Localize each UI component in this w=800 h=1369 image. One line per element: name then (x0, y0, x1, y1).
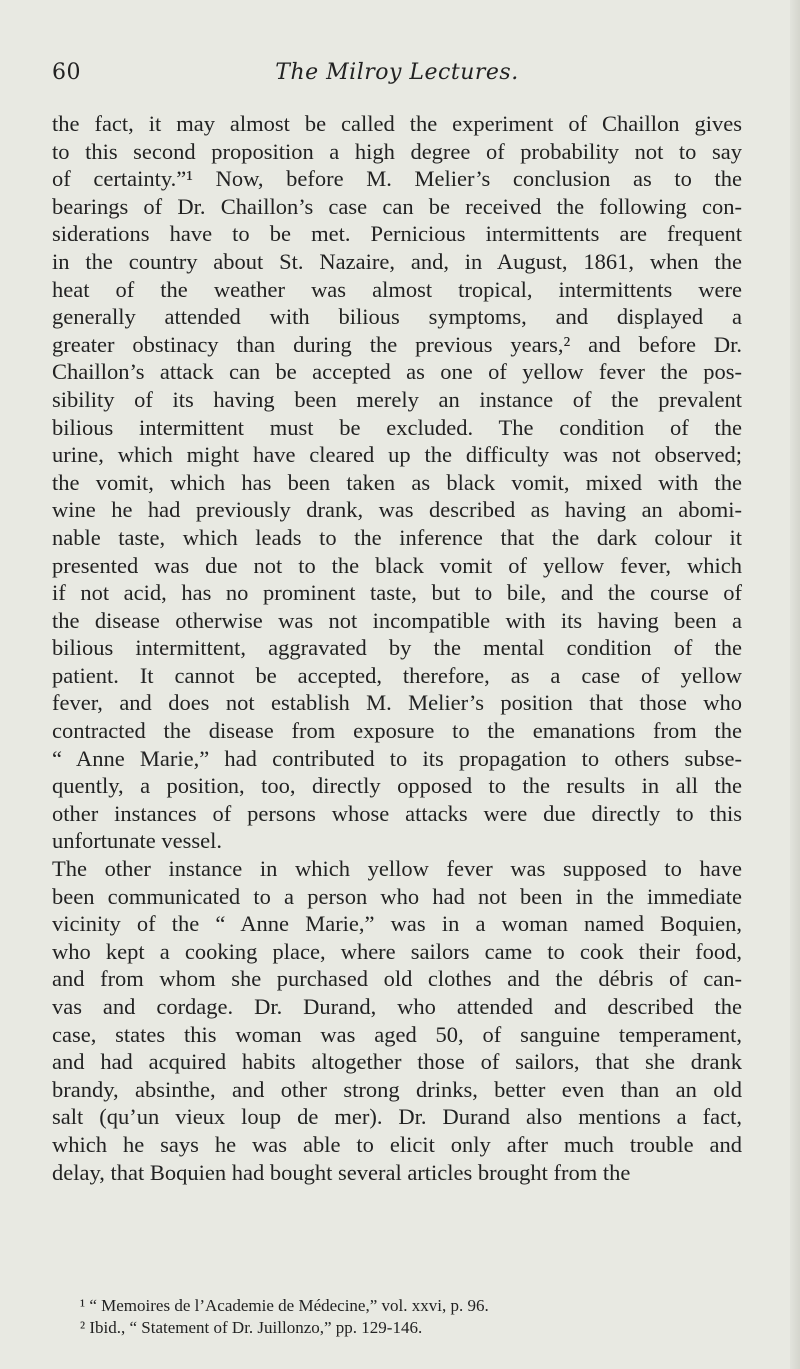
paragraph (52, 110, 742, 855)
text-line: vicinity of the “ Anne Marie,” was in a woman named Boquien, (52, 911, 742, 937)
text-line: if not acid, has no prominent taste, but to bile, and the course of (52, 580, 742, 606)
text-line: the vomit, which has been taken as black vomit, mixed with the (52, 469, 742, 495)
text-line: bilious intermittent, aggravated by the mental condition of the (52, 635, 742, 661)
running-title: The Milroy Lectures. (275, 60, 519, 85)
text-line: heat of the weather was almost tropical, intermittents were (52, 276, 742, 302)
text-line: of certainty.”¹ Now, before M. Melier’s conclusion as to the (52, 166, 742, 192)
text-line: sibility of its having been merely an instance of the prevalent (52, 386, 742, 412)
text-line: The other instance in which yellow fever was supposed to have (52, 856, 742, 882)
text-line: unfortunate vessel. (52, 828, 222, 854)
text-line: patient. It cannot be accepted, therefore, as a case of yellow (52, 662, 742, 688)
text-line: which he says he was able to elicit only after much trouble and (52, 1131, 742, 1157)
paragraph (52, 855, 742, 1186)
footnote: ¹ “ Memoires de l’Academie de Médecine,” vol. xxvi, p. 96. (80, 1296, 489, 1315)
text-line: case, states this woman was aged 50, of sanguine temperament, (52, 1021, 742, 1047)
text-line: bilious intermittent must be excluded. The condition of the (52, 414, 742, 440)
text-line: been communicated to a person who had not been in the immediate (52, 883, 742, 909)
text-line: Chaillon’s attack can be accepted as one of yellow fever the pos- (52, 359, 742, 385)
page-header (52, 60, 742, 100)
text-line: nable taste, which leads to the inference that the dark colour it (52, 524, 742, 550)
text-line: and from whom she purchased old clothes and the débris of can- (52, 966, 742, 992)
page-number: 60 (52, 60, 81, 85)
text-line: delay, that Boquien had bought several articles brought from the (52, 1159, 631, 1185)
text-line: siderations have to be met. Pernicious intermittents are frequent (52, 221, 742, 247)
text-line: the fact, it may almost be called the experiment of Chaillon gives (52, 111, 742, 136)
text-line: brandy, absinthe, and other strong drinks, better even than an old (52, 1076, 742, 1102)
text-line: other instances of persons whose attacks were due directly to this (52, 800, 742, 826)
text-line: greater obstinacy than during the previous years,² and before Dr. (52, 331, 742, 357)
text-line: wine he had previously drank, was described as having an abomi- (52, 497, 742, 523)
text-line: vas and cordage. Dr. Durand, who attended and described the (52, 994, 742, 1019)
text-line: “ Anne Marie,” had contributed to its propagation to others subse- (52, 745, 742, 771)
text-line: fever, and does not establish M. Melier’s position that those who (52, 690, 742, 716)
footnotes (52, 1295, 742, 1339)
text-line: contracted the disease from exposure to the emanations from the (52, 718, 742, 744)
text-line: urine, which might have cleared up the difficulty was not observed; (52, 442, 742, 468)
text-line: and had acquired habits altogether those of sailors, that she drank (52, 1049, 742, 1075)
text-line: quently, a position, too, directly opposed to the results in all the (52, 773, 742, 799)
body-text (52, 110, 742, 1186)
text-line: the disease otherwise was not incompatible with its having been a (52, 607, 742, 633)
text-line: to this second proposition a high degree of probability not to say (52, 138, 742, 164)
page-edge (790, 0, 800, 1369)
text-line: generally attended with bilious symptoms, and displayed a (52, 304, 742, 330)
text-line: presented was due not to the black vomit of yellow fever, which (52, 552, 742, 578)
text-line: bearings of Dr. Chaillon’s case can be received the following con- (52, 193, 742, 219)
footnote: ² Ibid., “ Statement of Dr. Juillonzo,” pp. 129-146. (80, 1318, 423, 1337)
text-line: in the country about St. Nazaire, and, in August, 1861, when the (52, 248, 742, 274)
text-line: who kept a cooking place, where sailors came to cook their food, (52, 938, 742, 964)
text-line: salt (qu’un vieux loup de mer). Dr. Durand also mentions a fact, (52, 1104, 742, 1130)
